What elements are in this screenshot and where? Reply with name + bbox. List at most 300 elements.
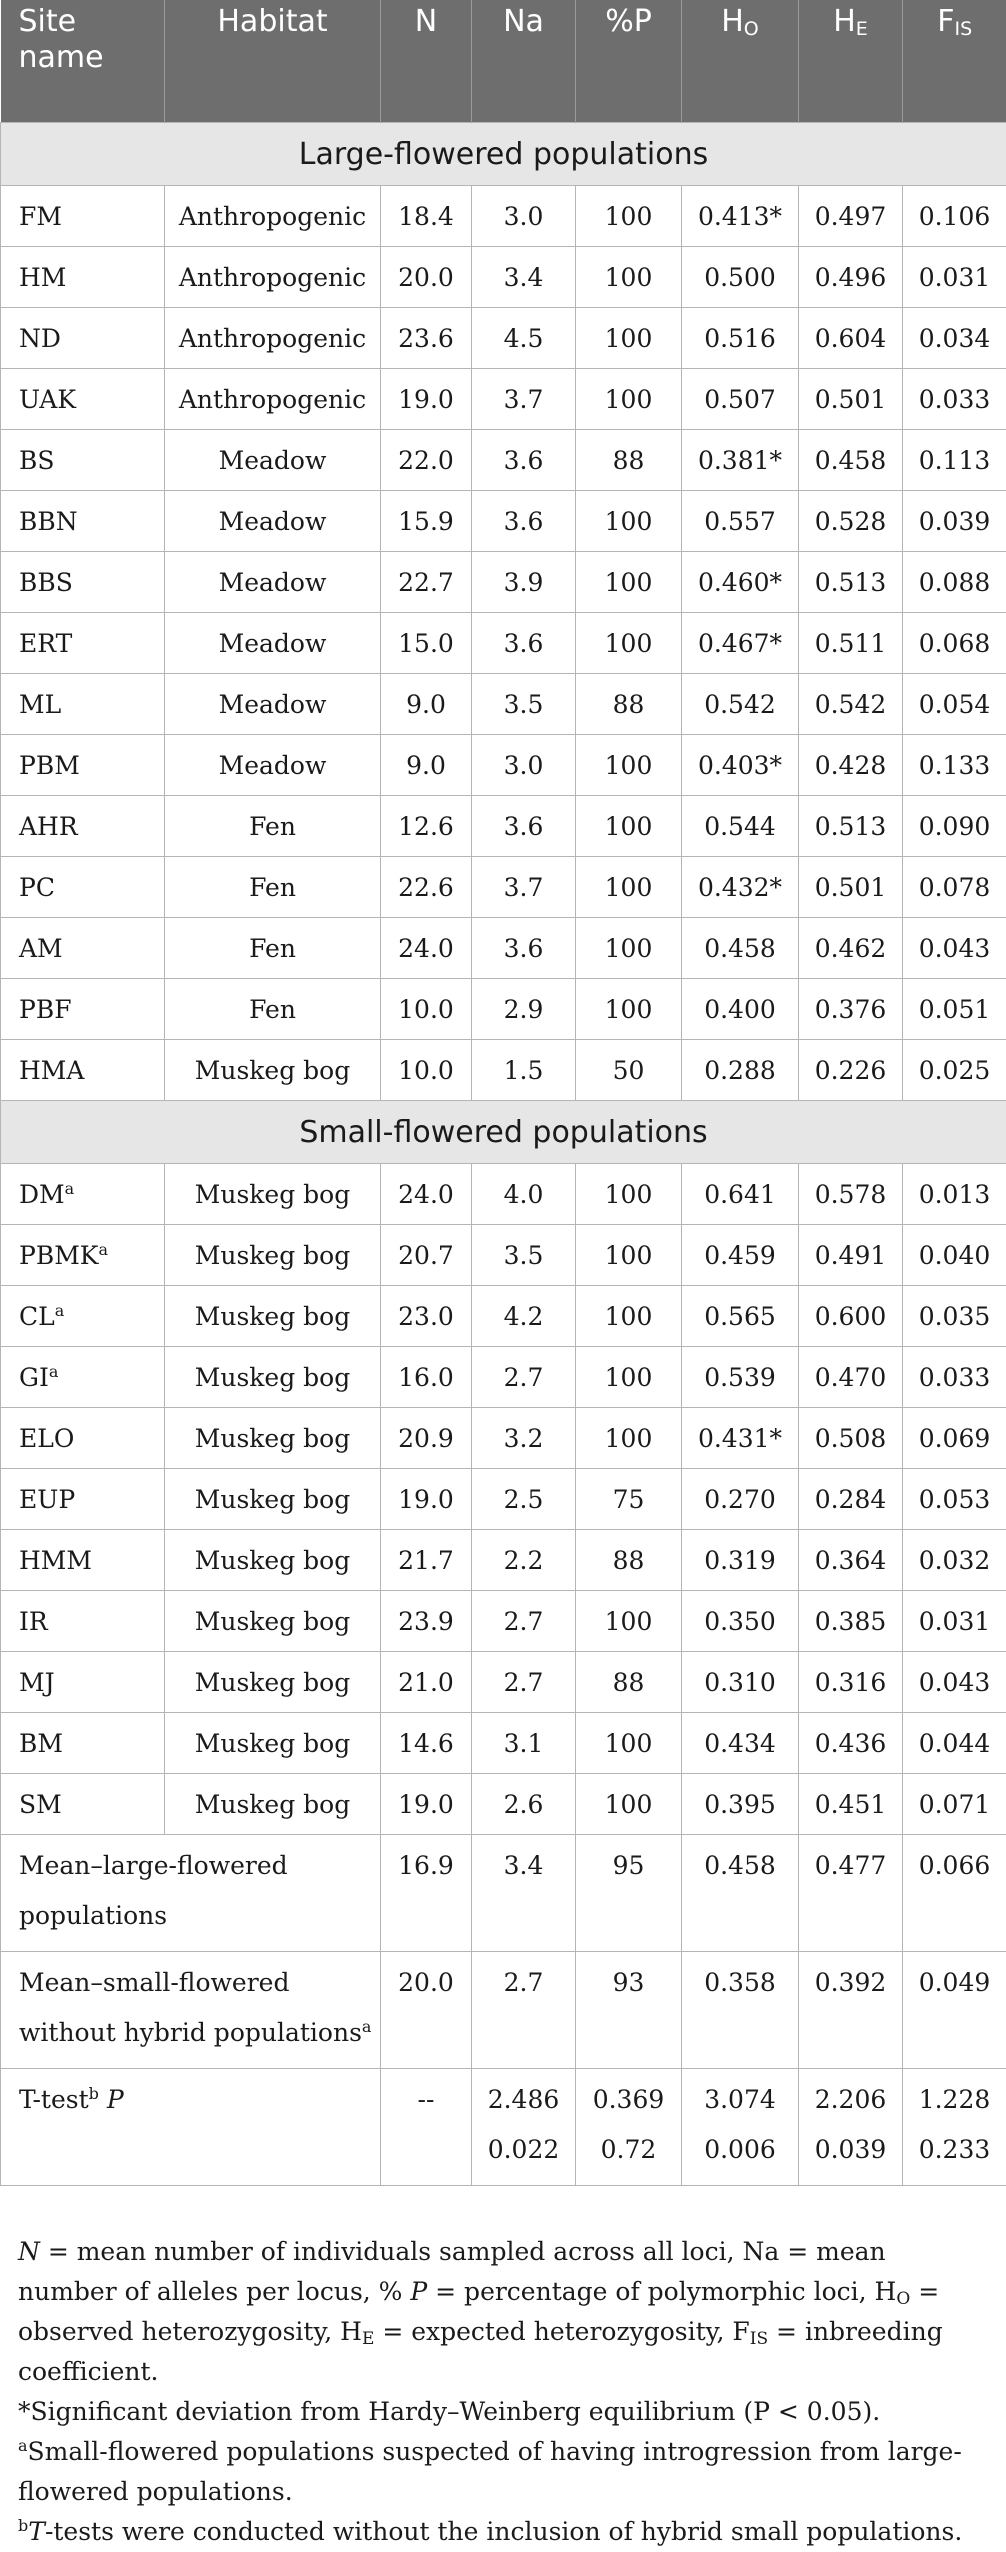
footnote-b: $^b$T-tests were conducted without the inclusion of hybrid small populations. [0,2512,1006,2552]
cell-p: 100 [576,1164,682,1225]
cell-mean-na: 2.7 [472,1952,576,2069]
ttest-label: T-test [19,2085,89,2114]
cell-mean-label [1,1952,381,2069]
cell-p: 100 [576,369,682,430]
cell-he: 0.528 [799,491,903,552]
table-row [1,1530,1006,1591]
cell-ho: 0.288 [682,1040,799,1101]
table-row [1,247,1006,308]
cell-p: 100 [576,1713,682,1774]
site-code: MJ [19,1668,55,1697]
cell-p: 100 [576,1286,682,1347]
cell-p: 100 [576,186,682,247]
cell-n: 19.0 [381,1469,472,1530]
site-code: BS [19,446,55,475]
site-footnote-marker: a [49,1362,59,1381]
cell-site [1,1286,165,1347]
cell-fis: 0.025 [903,1040,1006,1101]
cell-habitat: Muskeg bog [165,1530,381,1591]
site-code: HMM [19,1546,92,1575]
ttest-statistic: 3.074 [688,2075,792,2125]
header-percent-p: %P [576,0,682,123]
cell-p: 88 [576,430,682,491]
cell-n: 14.6 [381,1713,472,1774]
cell-na: 3.0 [472,186,576,247]
cell-p: 100 [576,491,682,552]
cell-ho: 0.500 [682,247,799,308]
cell-he: 0.428 [799,735,903,796]
table-row [1,1713,1006,1774]
ttest-p-value: 0.039 [805,2125,896,2175]
cell-ho: 0.641 [682,1164,799,1225]
cell-habitat: Anthropogenic [165,308,381,369]
cell-he: 0.462 [799,918,903,979]
ttest-p-value: 0.006 [688,2125,792,2175]
cell-p: 100 [576,918,682,979]
site-code: BM [19,1729,63,1758]
cell-p: 100 [576,1591,682,1652]
cell-na: 2.5 [472,1469,576,1530]
site-code: BBN [19,507,78,536]
cell-p: 100 [576,857,682,918]
cell-site [1,1774,165,1835]
cell-he: 0.513 [799,552,903,613]
table-row [1,1164,1006,1225]
cell-na: 2.7 [472,1652,576,1713]
cell-na: 2.6 [472,1774,576,1835]
footnote-legend: N = mean number of individuals sampled across all loci, Na = mean number of alleles per locus, % P = percentage of polymorphic loci, HO = observed heterozygosity, HE = expected heterozygosity, FIS = inbreeding coefficient. [0,2232,1006,2392]
cell-he: 0.604 [799,308,903,369]
cell-fis: 0.031 [903,247,1006,308]
cell-site [1,857,165,918]
cell-ho: 0.319 [682,1530,799,1591]
cell-ho: 0.432* [682,857,799,918]
cell-n: 9.0 [381,735,472,796]
cell-he: 0.542 [799,674,903,735]
site-code: AHR [19,812,78,841]
cell-p: 75 [576,1469,682,1530]
cell-site [1,1040,165,1101]
cell-mean-he: 0.392 [799,1952,903,2069]
header-he: $H_E$ [799,0,903,123]
cell-mean-fis: 0.049 [903,1952,1006,2069]
cell-site [1,1347,165,1408]
cell-he: 0.501 [799,369,903,430]
cell-na: 4.0 [472,1164,576,1225]
cell-fis: 0.033 [903,1347,1006,1408]
cell-habitat: Muskeg bog [165,1164,381,1225]
cell-site [1,491,165,552]
table-row [1,1774,1006,1835]
cell-ho: 0.557 [682,491,799,552]
cell-fis: 0.031 [903,1591,1006,1652]
cell-n: 24.0 [381,918,472,979]
cell-ho: 0.516 [682,308,799,369]
cell-fis: 0.040 [903,1225,1006,1286]
cell-ho: 0.400 [682,979,799,1040]
cell-he: 0.376 [799,979,903,1040]
cell-p: 100 [576,308,682,369]
cell-fis: 0.043 [903,918,1006,979]
cell-p: 100 [576,247,682,308]
cell-ho: 0.507 [682,369,799,430]
cell-n: 10.0 [381,979,472,1040]
cell-na: 3.0 [472,735,576,796]
cell-ho: 0.539 [682,1347,799,1408]
cell-habitat: Muskeg bog [165,1713,381,1774]
cell-na: 3.7 [472,857,576,918]
cell-site [1,552,165,613]
cell-n: 22.0 [381,430,472,491]
cell-habitat: Fen [165,979,381,1040]
site-code: PBM [19,751,80,780]
site-code: PBMK [19,1241,98,1270]
cell-he: 0.385 [799,1591,903,1652]
cell-p: 88 [576,1652,682,1713]
cell-fis: 0.071 [903,1774,1006,1835]
cell-na: 3.9 [472,552,576,613]
table-row [1,552,1006,613]
ttest-statistic: 2.206 [805,2075,896,2125]
table-row [1,1347,1006,1408]
cell-p: 100 [576,735,682,796]
cell-fis: 0.043 [903,1652,1006,1713]
cell-na: 3.6 [472,430,576,491]
cell-n: 23.0 [381,1286,472,1347]
table-row [1,735,1006,796]
cell-n: 22.6 [381,857,472,918]
site-code: ELO [19,1424,74,1453]
cell-n: 10.0 [381,1040,472,1101]
cell-mean-label [1,1835,381,1952]
cell-p: 88 [576,674,682,735]
cell-ttest-he [799,2069,903,2186]
cell-habitat: Fen [165,918,381,979]
cell-site [1,613,165,674]
cell-na: 4.5 [472,308,576,369]
header-habitat: Habitat [165,0,381,123]
cell-habitat: Muskeg bog [165,1347,381,1408]
cell-site [1,735,165,796]
cell-he: 0.501 [799,857,903,918]
cell-n: 19.0 [381,1774,472,1835]
footnote-star: *Significant deviation from Hardy–Weinberg equilibrium (P < 0.05). [0,2392,1006,2432]
cell-fis: 0.032 [903,1530,1006,1591]
header-ho: $H_O$ [682,0,799,123]
cell-ho: 0.458 [682,918,799,979]
cell-habitat: Meadow [165,735,381,796]
cell-na: 1.5 [472,1040,576,1101]
mean-row-small [1,1952,1006,2069]
cell-habitat: Muskeg bog [165,1225,381,1286]
cell-he: 0.436 [799,1713,903,1774]
cell-ho: 0.460* [682,552,799,613]
table-row [1,369,1006,430]
cell-habitat: Muskeg bog [165,1040,381,1101]
ttest-footnote-marker: b [89,2084,99,2103]
cell-ho: 0.434 [682,1713,799,1774]
table-row [1,979,1006,1040]
cell-he: 0.284 [799,1469,903,1530]
cell-fis: 0.113 [903,430,1006,491]
cell-ho: 0.403* [682,735,799,796]
cell-na: 4.2 [472,1286,576,1347]
cell-n: 9.0 [381,674,472,735]
site-code: UAK [19,385,76,414]
cell-ttest-n: -- [381,2069,472,2186]
cell-fis: 0.078 [903,857,1006,918]
site-code: ERT [19,629,72,658]
cell-fis: 0.133 [903,735,1006,796]
table-row [1,674,1006,735]
cell-habitat: Muskeg bog [165,1774,381,1835]
ttest-p-value: 0.72 [582,2125,675,2175]
cell-na: 3.7 [472,369,576,430]
cell-ho: 0.459 [682,1225,799,1286]
cell-ho: 0.544 [682,796,799,857]
cell-mean-n: 20.0 [381,1952,472,2069]
cell-site [1,186,165,247]
cell-fis: 0.034 [903,308,1006,369]
cell-habitat: Meadow [165,491,381,552]
site-code: ML [19,690,61,719]
cell-p: 50 [576,1040,682,1101]
cell-ttest-p [576,2069,682,2186]
cell-site [1,918,165,979]
cell-na: 3.6 [472,918,576,979]
cell-n: 20.9 [381,1408,472,1469]
cell-he: 0.513 [799,796,903,857]
cell-mean-p: 95 [576,1835,682,1952]
cell-n: 16.0 [381,1347,472,1408]
cell-mean-ho: 0.358 [682,1952,799,2069]
cell-ho: 0.467* [682,613,799,674]
site-code: IR [19,1607,48,1636]
cell-fis: 0.090 [903,796,1006,857]
cell-habitat: Meadow [165,430,381,491]
cell-fis: 0.069 [903,1408,1006,1469]
cell-site [1,308,165,369]
cell-mean-he: 0.477 [799,1835,903,1952]
cell-fis: 0.039 [903,491,1006,552]
cell-ho: 0.431* [682,1408,799,1469]
cell-mean-ho: 0.458 [682,1835,799,1952]
cell-he: 0.458 [799,430,903,491]
cell-habitat: Muskeg bog [165,1469,381,1530]
site-code: HM [19,263,66,292]
site-footnote-marker: a [98,1240,108,1259]
cell-site [1,1408,165,1469]
cell-na: 2.7 [472,1591,576,1652]
footnote-a: $^a$Small-flowered populations suspected of having introgression from large-flowered populations. [0,2432,1006,2512]
ttest-p-value: 0.022 [478,2125,569,2175]
site-code: CL [19,1302,55,1331]
cell-na: 3.5 [472,1225,576,1286]
cell-n: 23.9 [381,1591,472,1652]
cell-site [1,796,165,857]
cell-na: 3.6 [472,796,576,857]
cell-n: 21.0 [381,1652,472,1713]
cell-habitat: Muskeg bog [165,1408,381,1469]
cell-p: 100 [576,1774,682,1835]
cell-fis: 0.044 [903,1713,1006,1774]
cell-n: 20.0 [381,247,472,308]
cell-site [1,247,165,308]
table-row [1,1591,1006,1652]
table-row [1,796,1006,857]
ttest-p-value: 0.233 [909,2125,1000,2175]
cell-ho: 0.395 [682,1774,799,1835]
cell-fis: 0.053 [903,1469,1006,1530]
section-row-large [1,123,1006,186]
cell-he: 0.226 [799,1040,903,1101]
cell-n: 23.6 [381,308,472,369]
mean-label-text: Mean–small-flowered without hybrid populations [19,1968,362,2047]
table-row [1,1225,1006,1286]
cell-p: 100 [576,796,682,857]
cell-na: 3.5 [472,674,576,735]
cell-fis: 0.013 [903,1164,1006,1225]
cell-mean-na: 3.4 [472,1835,576,1952]
cell-habitat: Anthropogenic [165,369,381,430]
ttest-statistic: 0.369 [582,2075,675,2125]
table-row [1,1408,1006,1469]
cell-site [1,1591,165,1652]
mean-footnote-marker: a [362,2017,372,2036]
site-code: AM [19,934,63,963]
cell-he: 0.497 [799,186,903,247]
cell-he: 0.600 [799,1286,903,1347]
site-footnote-marker: a [65,1179,75,1198]
header-n: N [381,0,472,123]
cell-p: 100 [576,1347,682,1408]
table-row [1,308,1006,369]
cell-habitat: Muskeg bog [165,1652,381,1713]
cell-site [1,369,165,430]
mean-label-text: Mean–large-flowered populations [19,1851,288,1930]
cell-fis: 0.035 [903,1286,1006,1347]
cell-n: 18.4 [381,186,472,247]
cell-n: 21.7 [381,1530,472,1591]
cell-na: 3.6 [472,613,576,674]
cell-ttest-na [472,2069,576,2186]
cell-na: 2.7 [472,1347,576,1408]
ttest-statistic: 2.486 [478,2075,569,2125]
cell-he: 0.316 [799,1652,903,1713]
cell-fis: 0.106 [903,186,1006,247]
table-row [1,491,1006,552]
cell-na: 2.2 [472,1530,576,1591]
site-code: PBF [19,995,72,1024]
cell-ttest-ho [682,2069,799,2186]
cell-site [1,1225,165,1286]
cell-site [1,430,165,491]
cell-habitat: Muskeg bog [165,1591,381,1652]
header-site-name: Site name [1,0,165,123]
table-row [1,1469,1006,1530]
cell-n: 20.7 [381,1225,472,1286]
site-code: DM [19,1180,65,1209]
cell-habitat: Muskeg bog [165,1286,381,1347]
cell-he: 0.364 [799,1530,903,1591]
cell-n: 15.0 [381,613,472,674]
cell-mean-fis: 0.066 [903,1835,1006,1952]
site-code: ND [19,324,61,353]
cell-ho: 0.565 [682,1286,799,1347]
cell-habitat: Fen [165,796,381,857]
header-fis: $F_{IS}$ [903,0,1006,123]
cell-ttest-fis [903,2069,1006,2186]
cell-ho: 0.413* [682,186,799,247]
cell-site [1,1164,165,1225]
cell-ttest-label [1,2069,381,2186]
cell-site [1,1713,165,1774]
cell-site [1,1652,165,1713]
cell-mean-p: 93 [576,1952,682,2069]
site-code: EUP [19,1485,75,1514]
cell-n: 22.7 [381,552,472,613]
cell-ho: 0.542 [682,674,799,735]
cell-fis: 0.033 [903,369,1006,430]
table-row [1,857,1006,918]
site-code: PC [19,873,55,902]
section-title-large: Large-flowered populations [1,123,1006,186]
cell-habitat: Meadow [165,674,381,735]
table-body [1,123,1006,2186]
cell-habitat: Meadow [165,552,381,613]
table-row [1,1652,1006,1713]
cell-n: 24.0 [381,1164,472,1225]
table-row [1,430,1006,491]
cell-ho: 0.381* [682,430,799,491]
cell-na: 3.2 [472,1408,576,1469]
cell-p: 88 [576,1530,682,1591]
cell-fis: 0.088 [903,552,1006,613]
mean-row-large [1,1835,1006,1952]
cell-habitat: Anthropogenic [165,247,381,308]
cell-na: 3.1 [472,1713,576,1774]
cell-mean-n: 16.9 [381,1835,472,1952]
table-header [1,0,1006,123]
ttest-p-symbol: P [107,2085,124,2114]
cell-n: 15.9 [381,491,472,552]
cell-na: 3.6 [472,491,576,552]
site-code: GI [19,1363,49,1392]
section-title-small: Small-flowered populations [1,1101,1006,1164]
header-na: Na [472,0,576,123]
cell-ho: 0.270 [682,1469,799,1530]
cell-ho: 0.350 [682,1591,799,1652]
cell-na: 3.4 [472,247,576,308]
table-row [1,918,1006,979]
cell-ho: 0.310 [682,1652,799,1713]
cell-p: 100 [576,1408,682,1469]
cell-fis: 0.054 [903,674,1006,735]
cell-habitat: Meadow [165,613,381,674]
table-row [1,1286,1006,1347]
cell-na: 2.9 [472,979,576,1040]
cell-he: 0.451 [799,1774,903,1835]
cell-he: 0.491 [799,1225,903,1286]
cell-he: 0.470 [799,1347,903,1408]
cell-fis: 0.068 [903,613,1006,674]
site-code: HMA [19,1056,84,1085]
site-code: BBS [19,568,73,597]
cell-he: 0.511 [799,613,903,674]
cell-site [1,979,165,1040]
ttest-statistic: 1.228 [909,2075,1000,2125]
cell-habitat: Fen [165,857,381,918]
